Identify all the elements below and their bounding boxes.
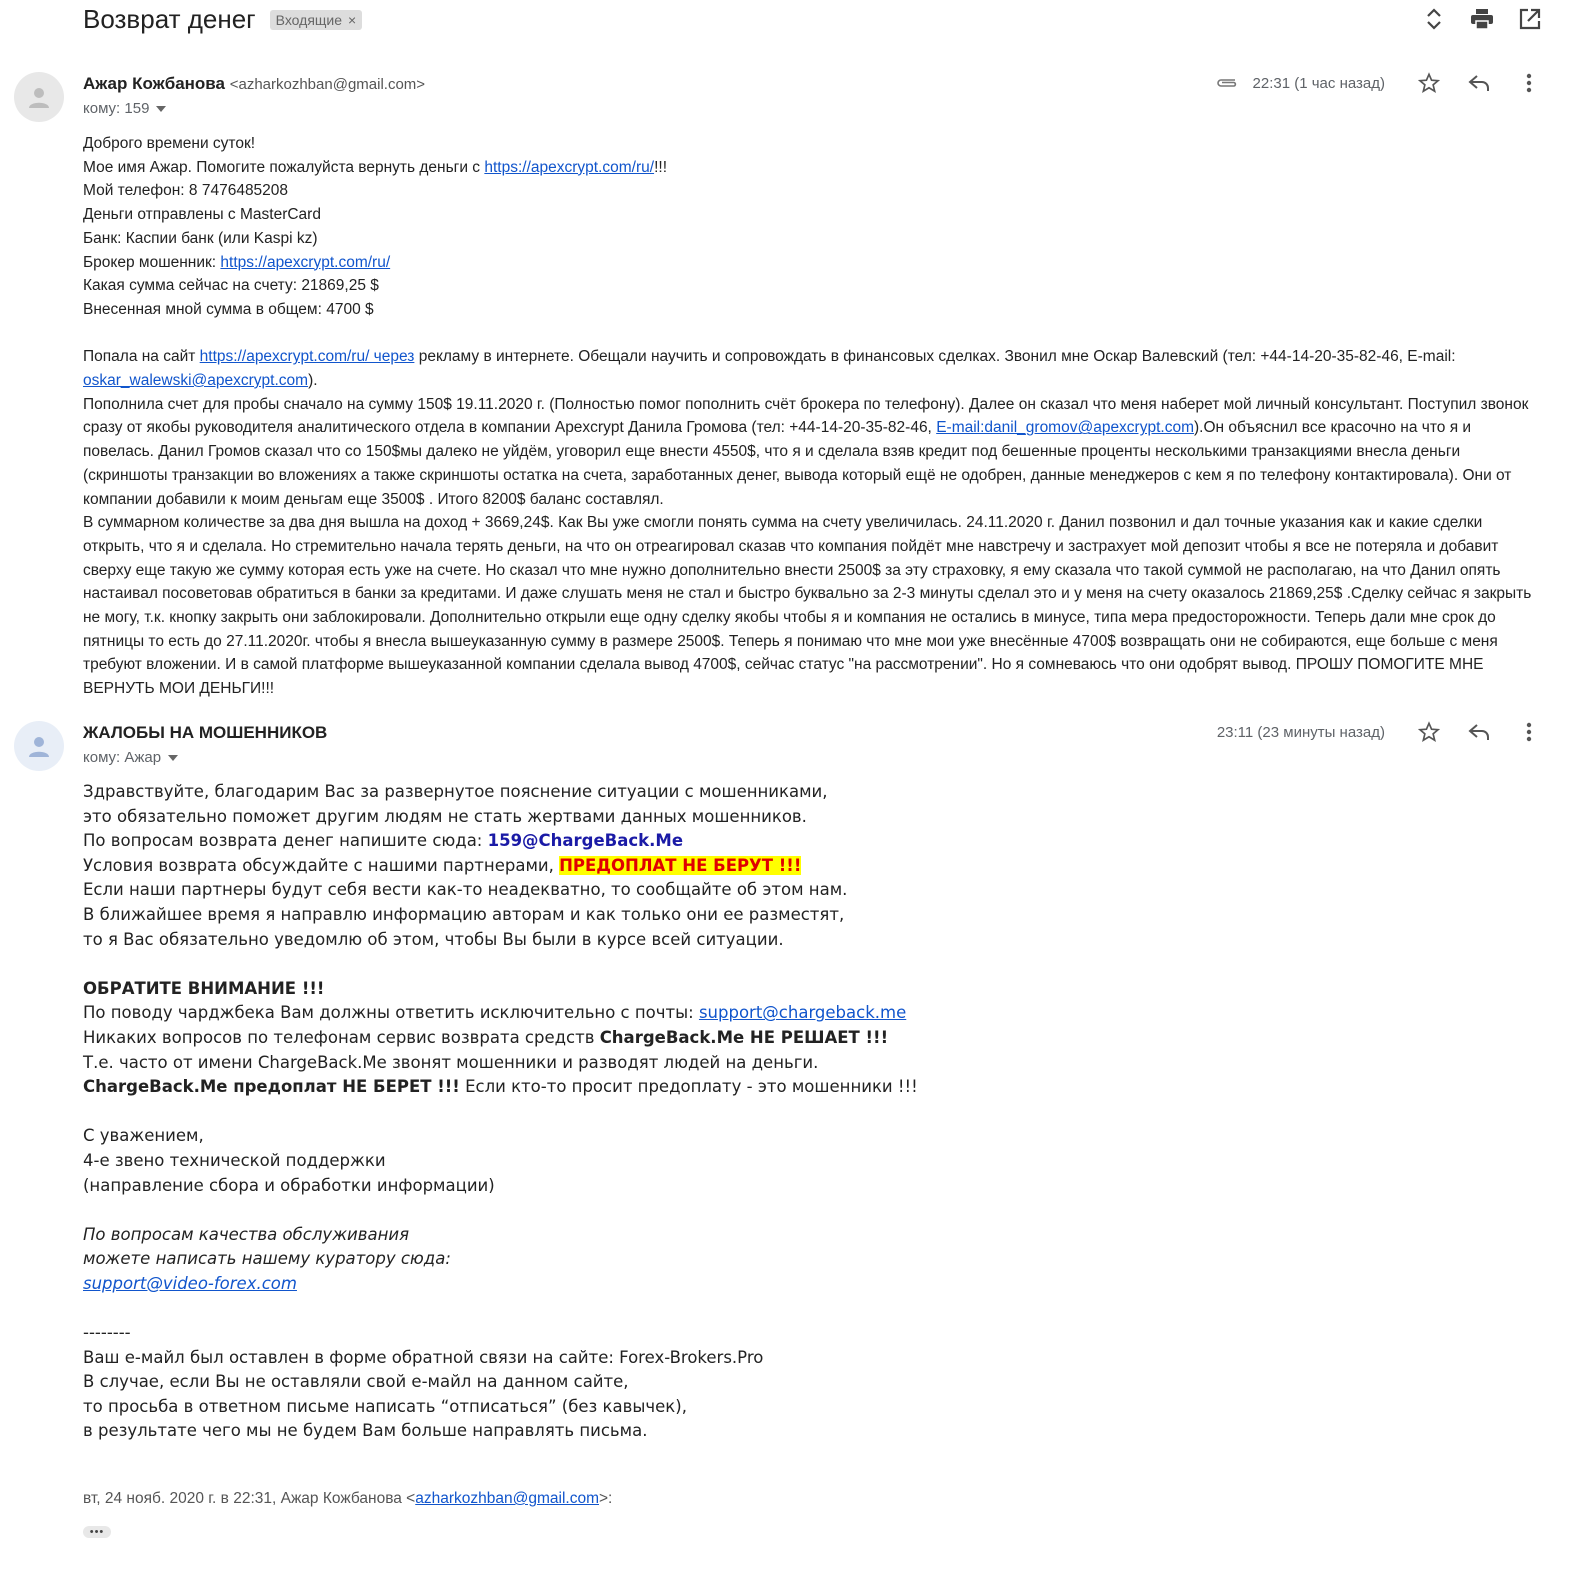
body-line: В ближайшее время я направлю информацию авторам и как только они ее разместят, <box>83 904 845 924</box>
body-line: Внесенная мной сумма в общем: 4700 $ <box>83 300 374 318</box>
reply-icon <box>1468 74 1490 92</box>
body-paragraph: В суммарном количестве за два дня вышла на доход + 3669,24$. Как Вы уже смогли понять сумма на счету увеличилась. 24.11.2020 г. Данил позвонил и дал точные указания как и какие сделки открыть, что я и сделала. Но стремительно начала терять деньги, на что он отреагировал сказав что компания пойдёт мне навстречу и застрахует мой депозит чтобы я все не потеряла и добавит сверху еще такую же сумму которая есть уже на счете. Но сказал что мне нужно дополнительно внести 2500$ за эту страховку, я ему сказала что такой суммой не располагаю, на что Данил опять настаивал посоветовав обратиться в банки за кредитами. И даже слушать меня не стал и быстро буквально за 2-3 минуты сделал это и у меня на счету оказалось 21869,25$ .Сделку сейчас я закрыть не могу, т.к. кнопку закрыть они заблокировали. Дополнительно открыли еще одну сделку якобы чтобы я и компания не остались в минусе, типа мера предосторожности. Теперь дали мне срок до пятницы то есть до 27.11.2020г. чтобы я внесла вышеуказанную сумму в размере 2500$. Теперь я понимаю что мне мои уже внесённые 4700$ возвращать они не собираются, еще больше с меня требуют вложении. И в самой платформе вышеуказанной компании сделала вывод 4700$, сейчас статус "на рассмотрении". Но я сомневаюсь что они одобрят вывод. ПРОШУ ПОМОГИТЕ МНЕ ВЕРНУТЬ МОИ ДЕНЬГИ!!! <box>83 514 1532 698</box>
subject-row <box>83 4 362 35</box>
star-icon <box>1418 721 1440 743</box>
broker-link[interactable]: https://apexcrypt.com/ru/ <box>220 253 391 271</box>
body-line: По вопросам возврата денег напишите сюда: 159@ChargeBack.Me <box>83 831 684 851</box>
sender-name[interactable]: Ажар Кожбанова <box>83 74 225 93</box>
message2-body <box>83 780 983 1444</box>
message1-recipient[interactable] <box>83 100 167 117</box>
body-line: Здравствуйте, благодарим Вас за развернутое пояснение ситуации с мошенниками, <box>83 782 828 801</box>
star-button[interactable] <box>1411 719 1447 745</box>
attachment-icon <box>1215 76 1239 90</box>
more-options-button[interactable] <box>1511 70 1547 96</box>
sender-email: <azharkozhban@gmail.com> <box>229 76 426 93</box>
body-paragraph: Попала на сайт https://apexcrypt.com/ru/ через рекламу в интернете. Обещали научить и сопровождать в финансовых сделках. Звонил мне Оскар Валевский (тел: +44-14-20-35-82-46, E-mail: oskar_walewski@apexcrypt.com). <box>83 348 1456 390</box>
body-line: Доброго времени суток! <box>83 135 256 152</box>
site-link[interactable]: https://apexcrypt.com/ru/ через <box>199 348 415 366</box>
footer-line: В случае, если Вы не оставляли свой е-майл на данном сайте, <box>83 1372 629 1392</box>
inbox-label-chip[interactable] <box>270 10 363 30</box>
message-time: 23:11 (23 минуты назад) <box>1216 723 1385 741</box>
print-all-button[interactable] <box>1469 6 1495 32</box>
body-line: Банк: Каспии банк (или Kaspi kz) <box>83 229 318 247</box>
remove-label-icon[interactable]: × <box>348 11 357 28</box>
person-icon <box>26 84 52 110</box>
thread-toolbar <box>1421 6 1543 32</box>
more-vert-icon <box>1526 73 1532 93</box>
reply-button[interactable] <box>1461 719 1497 745</box>
quality-line: По вопросам качества обслуживания <box>83 1224 410 1244</box>
body-line: Условия возврата обсуждайте с нашими партнерами, ПРЕДОПЛАТ НЕ БЕРУТ !!! <box>83 855 802 875</box>
unfold-icon <box>1425 7 1443 31</box>
message1-sender <box>83 74 425 94</box>
footer-line: Ваш е-майл был оставлен в форме обратной связи на сайте: Forex-Brokers.Pro <box>83 1347 764 1367</box>
quoted-header: вт, 24 нояб. 2020 г. в 22:31, Ажар Кожбанова <azharkozhban@gmail.com>: <box>83 1490 613 1507</box>
body-line: Мое имя Ажар. Помогите пожалуйста вернуть деньги с https://apexcrypt.com/ru/!!! <box>83 158 667 176</box>
danil-email-link[interactable]: E-mail:danil_gromov@apexcrypt.com <box>936 419 1194 437</box>
signature-line: (направление сбора и обработки информации) <box>83 1175 495 1195</box>
highlight-warning: ПРЕДОПЛАТ НЕ БЕРУТ !!! <box>559 855 802 875</box>
inbox-label-text: Входящие <box>275 11 343 28</box>
oskar-email-link[interactable]: oskar_walewski@apexcrypt.com <box>83 372 309 390</box>
print-icon <box>1470 8 1494 30</box>
quoted-email-link[interactable]: azharkozhban@gmail.com <box>415 1490 599 1507</box>
sender-avatar[interactable] <box>14 721 64 771</box>
body-line: Т.е. часто от имени ChargeBack.Me звонят мошенники и разводят людей на деньги. <box>83 1052 819 1072</box>
quality-line: можете написать нашему куратору сюда: <box>83 1249 451 1269</box>
reply-icon <box>1468 723 1490 741</box>
body-line: Какая сумма сейчас на счету: 21869,25 $ <box>83 277 379 295</box>
more-vert-icon <box>1526 722 1532 742</box>
footer-line: то просьба в ответном письме написать “отписаться” (без кавычек), <box>83 1396 687 1416</box>
message-time: 22:31 (1 час назад) <box>1252 74 1385 92</box>
message2-meta <box>1217 719 1547 745</box>
support-chargeback-link[interactable]: support@chargeback.me <box>698 1003 907 1023</box>
quality-link-line <box>83 1272 983 1297</box>
more-options-button[interactable] <box>1511 719 1547 745</box>
sender-name[interactable]: ЖАЛОБЫ НА МОШЕННИКОВ <box>83 723 328 742</box>
chevron-down-icon[interactable] <box>167 754 179 762</box>
video-forex-link[interactable]: support@video-forex.com <box>83 1273 297 1293</box>
message1-meta <box>1215 70 1547 96</box>
message1-body <box>83 132 1533 701</box>
body-line: то я Вас обязательно уведомлю об этом, чтобы Вы были в курсе всей ситуации. <box>83 929 784 949</box>
chevron-down-icon[interactable] <box>155 105 167 113</box>
body-line: ChargeBack.Me предоплат НЕ БЕРЕТ !!! Если кто-то просит предоплату - это мошенники !!! <box>83 1077 918 1097</box>
star-icon <box>1418 72 1440 94</box>
attention-heading: ОБРАТИТЕ ВНИМАНИЕ !!! <box>83 978 325 998</box>
message2-recipient[interactable] <box>83 749 179 766</box>
signature-line: 4-е звено технической поддержки <box>83 1150 386 1170</box>
person-icon <box>26 733 52 759</box>
signature-line: С уважением, <box>83 1126 204 1146</box>
reply-button[interactable] <box>1461 70 1497 96</box>
message2-sender <box>83 723 327 743</box>
body-paragraph: Пополнила счет для пробы сначало на сумму 150$ 19.11.2020 г. (Полностью помог пополнить счёт брокера по телефону). Далее он сказал что меня наберет мой личный консультант. Поступил звонок сразу от якобы руководителя аналитического отдела в компании Apexcrypt Данила Громова (тел: +44-14-20-35-82-46, E-mail:danil_gromov@apexcrypt.com).Он объяснил все красочно на что я и повелась. Данил Громов сказал что со 150$мы далеко не уйдём, уговорил еще внести 4550$, что я и сделала взяв кредит под бешенные проценты несколькими транзакциями внесла деньги (скриншоты транзакции во вложениях а также скриншоты остатка на счета, заработанных денег, вывода который ещё не одобрен, данные менеджеров с кем я по телефону контактировала). Они от компании добавили к моим деньгам еще 3500$ . Итого 8200$ баланс составлял. <box>83 395 1529 508</box>
body-line: Никаких вопросов по телефонам сервис возврата средств ChargeBack.Me НЕ РЕШАЕТ !!! <box>83 1027 889 1047</box>
body-line: это обязательно поможет другим людям не стать жертвами данных мошенников. <box>83 806 807 826</box>
star-button[interactable] <box>1411 70 1447 96</box>
expand-all-button[interactable] <box>1421 6 1447 32</box>
recipient-text: кому: 159 <box>83 100 150 117</box>
body-line: По поводу чарджбека Вам должны ответить исключительно с почты: support@chargeback.me <box>83 1003 907 1023</box>
email-subject: Возврат денег <box>83 4 256 34</box>
body-line: Мой телефон: 8 7476485208 <box>83 182 289 200</box>
show-trimmed-content-button[interactable]: ••• <box>83 1526 111 1538</box>
chargeback-email[interactable]: 159@ChargeBack.Me <box>487 831 684 851</box>
body-line: Брокер мошенник: https://apexcrypt.com/ru/ <box>83 253 391 271</box>
body-line: Если наши партнеры будут себя вести как-то неадекватно, то сообщайте об этом нам. <box>83 880 848 900</box>
body-line: Деньги отправлены с MasterCard <box>83 206 321 224</box>
open-new-window-button[interactable] <box>1517 6 1543 32</box>
sender-avatar[interactable] <box>14 72 64 122</box>
open-in-new-icon <box>1519 8 1541 30</box>
separator: -------- <box>83 1323 131 1343</box>
recipient-text: кому: Ажар <box>83 749 162 766</box>
footer-line: в результате чего мы не будем Вам больше направлять письма. <box>83 1421 648 1441</box>
apexcrypt-link[interactable]: https://apexcrypt.com/ru/ <box>484 158 655 176</box>
